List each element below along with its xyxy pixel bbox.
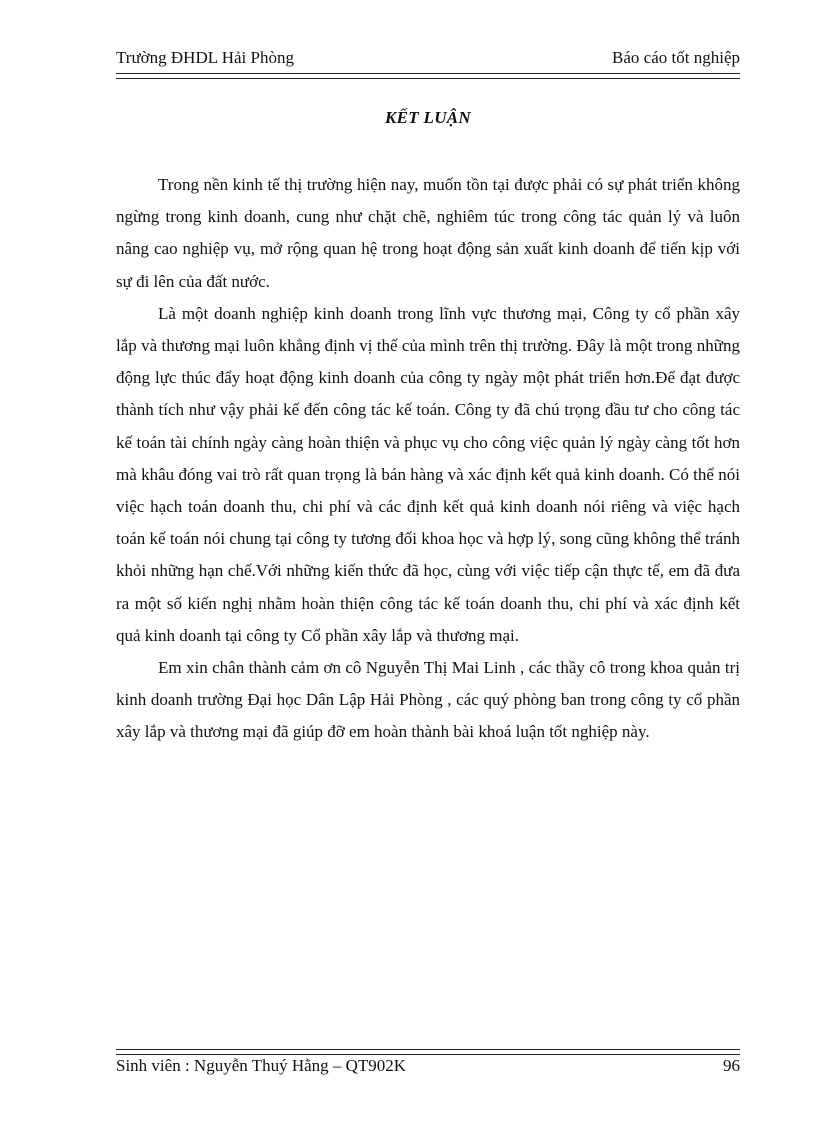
page-number: 96 [723,1056,740,1075]
page-header [116,48,740,72]
header-report-type: Báo cáo tốt nghiệp [612,48,740,67]
section-title: KẾT LUẬN [385,108,471,127]
footer-divider [116,1049,740,1055]
header-divider [116,73,740,79]
page-footer [116,1056,740,1080]
paragraph-3: Em xin chân thành cảm ơn cô Nguyễn Thị Mai Linh , các thầy cô trong khoa quản trị kinh doanh trường Đại học Dân Lập Hải Phòng , các quý phòng ban trong công ty cổ phần xây lắp và thương mại đã giúp đỡ em hoàn thành bài khoá luận tốt nghiệp này. [116,658,740,742]
header-school-name: Trường ĐHDL Hải Phòng [116,48,294,67]
paragraph-2: Là một doanh nghiệp kinh doanh trong lĩnh vực thương mại, Công ty cổ phần xây lắp và thương mại luôn khẳng định vị thế của mình trên thị trường. Đây là một trong những động lực thúc đẩy hoạt động kinh doanh của công ty ngày một phát triển hơn.Để đạt được thành tích như vậy phải kế đến công tác kế toán. Công ty đã chú trọng đầu tư cho công tác kế toán tài chính ngày càng hoàn thiện và phục vụ cho công việc quản lý ngày càng tốt hơn mà khâu đóng vai trò rất quan trọng là bán hàng và xác định kết quả kinh doanh. Có thể nói việc hạch toán doanh thu, chi phí và các định kết quả kinh doanh nói riêng và việc hạch toán kế toán nói chung tại công ty tương đối khoa học và hợp lý, song cũng không thể tránh khỏi những hạn chế.Với những kiến thức đã học, cùng với việc tiếp cận thực tế, em đã đưa ra một số kiến nghị nhằm hoàn thiện công tác kế toán doanh thu, chi phí và xác định kết quả kinh doanh tại công ty Cổ phần xây lắp và thương mại. [116,303,740,645]
footer-student-info: Sinh viên : Nguyễn Thuý Hằng – QT902K [116,1056,407,1075]
paragraph-1: Trong nền kinh tế thị trường hiện nay, muốn tồn tại được phải có sự phát triển không ngừng trong kinh doanh, cung như chặt chẽ, nghiêm túc trong công tác quản lý và luôn nâng cao nghiệp vụ, mở rộng quan hệ trong hoạt động sản xuất kinh doanh để tiến kịp với sự đi lên của đất nước. [116,175,740,291]
body-text [116,169,740,749]
